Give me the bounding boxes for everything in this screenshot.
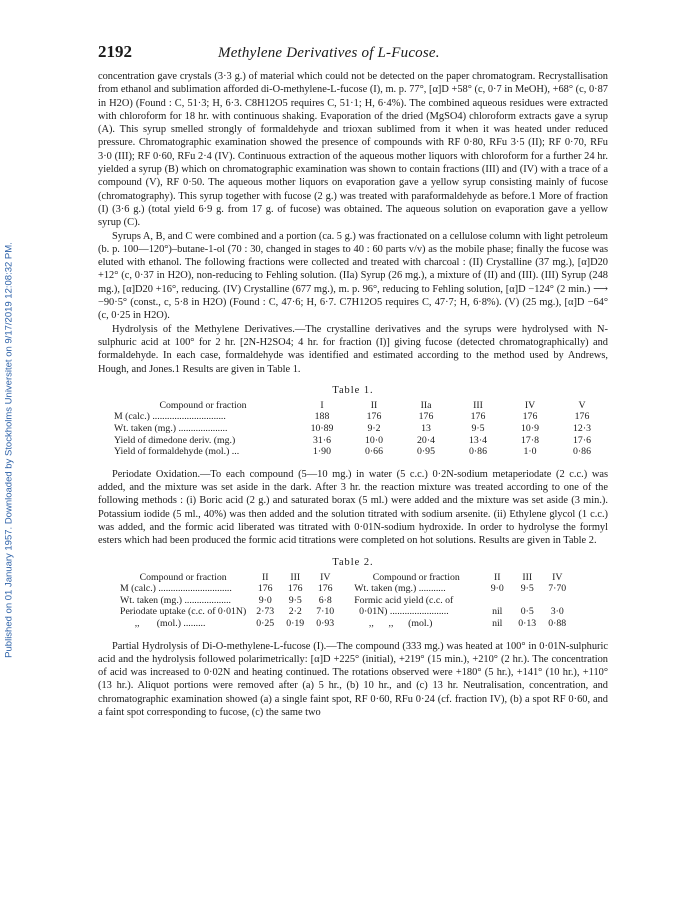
row-label: ,, (mol.) ......... <box>120 617 206 629</box>
table2-header-cell: II <box>493 571 501 583</box>
table2-caption: Table 2. <box>332 556 374 568</box>
table-cell: 176 <box>287 583 303 595</box>
paragraph-preparation: concentration gave crystals (3·3 g.) of material which could not be detected on the paper chromatogram. Recrystallisation from ethanol and sublimation afforded di-O-methylene-L-fucose (I), m. p. 77°, [α]D +58° (c, 0·7 in MeOH), +68° (c, 0·87 in H2O) (Found : C, 51·3; H, 6·3. C8H12O5 requires C, 51·1; H, 6·4%). The combined aqueous residues were extracted with chloroform for 18 hr. with continuous shaking. Evaporation of the dried (MgSO4) chloroform extracts gave a syrup (A). This syrup smelled strongly of formaldehyde and trioxan sublimed from it when it was heated under reduced pressure. Chromatographic examination showed the presence of compounds with RF 0·80, RFu 3·5 (II); RF 0·70, RFu 3·0 (III); RF 0·60, RFu 2·4 (IV). Continuous extraction of the aqueous mother liquors with chloroform for a further 24 hr. yielded a syrup (B) which on chromatographic examination was shown to contain fractions (III) and (IV) with a trace of a compound (V), RF 0·50. The aqueous mother liquors on evaporation gave a yellow syrup consisting mainly of fucose (chromatography). This syrup together with fucose (2 g.) was treated with paraformaldehyde as before.1 More of fraction (I) (3·6 g.) (total yield 6·9 g. from 17 g. of fucose) was obtained. The aqueous solution on evaporation gave a yellow syrup (C). <box>98 71 608 229</box>
table-cell: 9·2 <box>367 423 381 435</box>
table-cell: 0·5 <box>520 606 534 618</box>
table2-header-cell: Compound or fraction <box>139 571 227 583</box>
table-cell: 176 <box>522 411 538 423</box>
table-cell: 7·70 <box>548 583 567 595</box>
download-watermark <box>2 150 16 750</box>
row-label: Formic acid yield (c.c. of <box>354 594 454 606</box>
table-cell: 0·25 <box>256 617 275 629</box>
table-row <box>116 595 572 607</box>
table-cell: 9·5 <box>471 423 485 435</box>
table1-header-cell: II <box>370 399 378 411</box>
table2-header-row <box>116 572 572 584</box>
table-cell: 176 <box>366 411 382 423</box>
table-cell: 31·6 <box>313 434 331 446</box>
paragraph-partial-hydrolysis: Partial Hydrolysis of Di-O-methylene-L-fucose (I).—The compound (333 mg.) was heated at 100° in 0·01N-sulphuric acid and the hydrolysis followed polarimetrically: [α]D +225° (initial), +219° (15 min.), +210° (2 hr.). The concentration of acid was increased to 0·02N and heating continued. The rotations observed were +180° (5 hr.), +141° (10 hr.), +110° (13 hr.). Aliquot portions were removed after (a) 5 hr., (b) 10 hr., and (c) 13 hr. Neutralisation, concentration, and chromatographic examination showed (a) a single faint spot, RF 0·60, RFu 0·24 (cf. fraction IV), (b) a spot RF 0·60, and a faint spot corresponding to fucose, (c) the same two <box>98 640 608 719</box>
table-cell: 0·86 <box>573 446 591 458</box>
table-cell: 0·88 <box>548 617 567 629</box>
running-title: Methylene Derivatives of L-Fucose. <box>218 45 440 61</box>
table1-header-cell: Compound or fraction <box>159 399 247 411</box>
table1-header-cell: I <box>320 399 324 411</box>
table1-header-row <box>110 400 608 412</box>
table-cell: 176 <box>257 583 273 595</box>
row-label: M (calc.) .............................. <box>120 583 232 595</box>
table2-header-cell: IV <box>552 571 563 583</box>
row-label: 0·01N) ........................ <box>354 606 449 618</box>
table-cell: 9·5 <box>288 594 302 606</box>
table2-header-cell: Compound or fraction <box>372 571 460 583</box>
table-row <box>110 435 608 447</box>
paragraph-hydrolysis: Hydrolysis of the Methylene Derivatives.—The crystalline derivatives and the syrups were hydrolysed with N-sulphuric acid at 100° for 2 hr. [2N-H2SO4; 4 hr. for fraction (I)] giving fucose (detected chromatographically) and formaldehyde. In each case, formaldehyde was identified and estimated according to the method used by Andrews, Hough, and Jones.1 Results are given in Table 1. <box>98 323 608 375</box>
journal-page <box>98 42 608 719</box>
paragraph-periodate: Periodate Oxidation.—To each compound (5—10 mg.) in water (5 c.c.) 0·2N-sodium metaperiodate (2 c.c.) was added, and the mixture was set aside in the dark. After 3 hr. the reaction mixture was treated according to one of the following methods : (i) Boric acid (2 g.) and saturated borax (5 ml.) were added and the mixture was set aside (3 min.). Potassium iodide (5 ml., 40%) was then added and the solution titrated with sodium arsenite. (ii) Ethylene glycol (1 c.c.) was added, and the formic acid liberated was titrated with 0·01N-sodium hydroxide. In order to hydrolyse the formyl esters which had been produced the formic acid titrations were completed on hot solutions. Results are given in Table 2. <box>98 468 608 547</box>
table-cell: 176 <box>470 411 486 423</box>
table2-header-cell: IV <box>320 571 331 583</box>
table2 <box>116 572 572 630</box>
table-cell: nil <box>492 606 503 618</box>
page-header <box>98 42 608 62</box>
row-label: Periodate uptake (c.c. of 0·01N) <box>120 606 247 618</box>
table-cell: 12·3 <box>573 423 591 435</box>
table-row <box>116 606 572 618</box>
table1-header-cell: V <box>578 399 586 411</box>
table-cell: 7·10 <box>316 606 335 618</box>
table-cell: nil <box>492 617 503 629</box>
download-watermark-text: Published on 01 January 1957. Downloaded by Stockholms Universitet on 9/17/2019 12:08:32 PM. <box>3 242 15 658</box>
row-label: M (calc.) .............................. <box>114 411 226 423</box>
table-cell <box>512 595 542 607</box>
paragraph-fractionation: Syrups A, B, and C were combined and a portion (ca. 5 g.) was fractionated on a cellulose column with light petroleum (b. p. 100—120°)–butane-1-ol (70 : 30, changed in stages to 40 : 60 parts v/v) as the mobile phase; finally the fucose was eluted with ethanol. The following fractions were collected and treated with charcoal : (II) Crystalline (37 mg.), [α]D20 +12° (c, 0·37 in H2O), non-reducing to Fehling solution. (IIa) Syrup (26 mg.), a mixture of (II) and (III). (III) Syrup (248 mg.), [α]D20 +16°, reducing. (IV) Crystalline (677 mg.), m. p. 96°, reducing to Fehling solution, [α]D −124° (2 min.) ⟶ −90·5° (const., c, 5·8 in H2O) (Found : C, 47·6; H, 6·7. C7H12O5 requires C, 47·7; H, 6·8%). (V) (25 mg.), [α]D −64° (c, 0·25 in H2O). <box>98 230 608 322</box>
table-cell: 20·4 <box>417 434 435 446</box>
table-cell: 0·93 <box>316 617 335 629</box>
table-cell: 2·2 <box>288 606 302 618</box>
table1-header-cell: IV <box>524 399 536 411</box>
row-label: Yield of dimedone deriv. (mg.) <box>114 434 236 446</box>
table-cell: 9·5 <box>520 583 534 595</box>
table1-header-cell: IIa <box>420 399 432 411</box>
table-cell: 17·6 <box>573 434 591 446</box>
table-cell <box>542 595 572 607</box>
table-cell: 10·0 <box>365 434 383 446</box>
table-cell: 13·4 <box>469 434 487 446</box>
table-row <box>110 446 608 458</box>
table-cell: 0·86 <box>469 446 487 458</box>
row-label: Wt. taken (mg.) .................... <box>114 423 228 435</box>
table-cell: 176 <box>418 411 434 423</box>
row-label: Wt. taken (mg.) ................... <box>120 594 232 606</box>
table1-header-cell: III <box>473 399 483 411</box>
table2-header-cell: III <box>290 571 301 583</box>
table-cell: 1·0 <box>523 446 537 458</box>
row-label: Wt. taken (mg.) ........... <box>354 583 446 595</box>
table-cell: 0·13 <box>518 617 537 629</box>
table-row <box>110 423 608 435</box>
table2-header-cell: III <box>522 571 533 583</box>
table1 <box>110 400 608 458</box>
row-label: ,, ,, (mol.) <box>354 617 433 629</box>
table-row <box>110 411 608 423</box>
table-cell: 10·9 <box>521 423 539 435</box>
table-row <box>116 583 572 595</box>
table-cell: 3·0 <box>550 606 564 618</box>
table-cell: 6·8 <box>318 594 332 606</box>
table-cell: 176 <box>317 583 333 595</box>
table-cell: 9·0 <box>490 583 504 595</box>
table-cell: 0·95 <box>417 446 435 458</box>
table-cell: 188 <box>314 411 330 423</box>
table-cell <box>482 595 512 607</box>
table-cell: 10·89 <box>310 423 334 435</box>
table-cell: 17·8 <box>521 434 539 446</box>
page-number: 2192 <box>98 42 132 61</box>
table-cell: 1·90 <box>313 446 331 458</box>
row-label: Yield of formaldehyde (mol.) ... <box>114 446 240 458</box>
table-row <box>116 618 572 630</box>
table-cell: 2·73 <box>256 606 275 618</box>
table2-header-cell: II <box>261 571 269 583</box>
table-cell: 9·0 <box>258 594 272 606</box>
table-cell: 13 <box>421 423 431 435</box>
table-cell: 0·19 <box>286 617 305 629</box>
table1-caption: Table 1. <box>332 384 374 396</box>
table-cell: 176 <box>574 411 590 423</box>
table-cell: 0·66 <box>365 446 383 458</box>
